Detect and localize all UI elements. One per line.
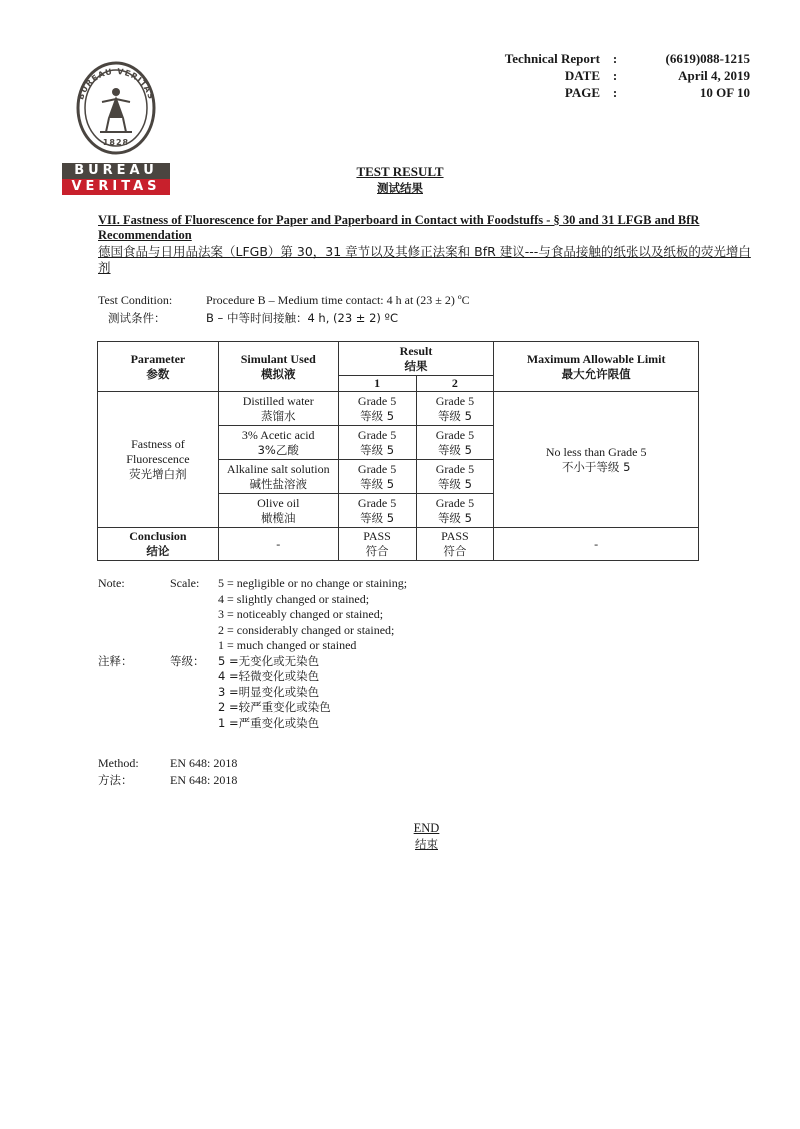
report-header: Technical Report : (6619)088-1215 DATE : April 4, 2019 PAGE : 10 OF 10	[470, 50, 750, 101]
condition-label-cn: 测试条件：	[108, 311, 166, 325]
header-result-1: 1	[338, 376, 416, 392]
conclusion-label: Conclusion 结论	[98, 528, 219, 561]
scale-label-cn: 等级：	[170, 653, 205, 668]
scale-label: Scale:	[170, 576, 200, 590]
simulant-cell: Olive oil 橄榄油	[218, 494, 338, 528]
page-title	[0, 164, 800, 196]
result-1-cell: Grade 5 等级 5	[338, 392, 416, 426]
method-en	[98, 755, 237, 771]
note-label: Note:	[98, 576, 125, 590]
table-row	[98, 392, 699, 426]
simulant-cell: Alkaline salt solution 碱性盐溶液	[218, 460, 338, 494]
date-label: DATE	[564, 68, 600, 83]
method-value-cn: EN 648: 2018	[170, 773, 238, 787]
method-label-cn: 方法：	[98, 773, 133, 787]
conclusion-row	[98, 528, 699, 561]
report-number: (6619)088-1215	[665, 51, 750, 66]
header-result: Result 结果	[338, 342, 494, 376]
result-2-cell: Grade 5 等级 5	[416, 460, 494, 494]
simulant-cell: 3% Acetic acid 3%乙酸	[218, 426, 338, 460]
logo-word-veritas: VERITAS	[62, 179, 170, 195]
result-2-cell: Grade 5 等级 5	[416, 426, 494, 460]
header-max-limit: Maximum Allowable Limit 最大允许限值	[494, 342, 699, 392]
page-value: 10 OF 10	[699, 85, 750, 100]
method-cn	[98, 772, 237, 788]
seal-icon	[62, 58, 170, 156]
test-condition-cn	[98, 310, 398, 326]
report-label: Technical Report	[504, 51, 600, 66]
result-1-cell: Grade 5 等级 5	[338, 494, 416, 528]
result-1-cell: Grade 5 等级 5	[338, 426, 416, 460]
notes-block: Note: Scale: 5 = negligible or no change or staining; 4 = slightly changed or stained; 3 = noticeably changed or stained; 2 = considerably changed or stained; 1 = much changed or stained 注释： 等级： 5 =无变化或无染色 4 =轻微变化或染色 3 =明显变化或染色 2 =较严重变化或染色 1 =严重变化或染色	[98, 576, 408, 730]
conclusion-result-2: PASS 符合	[416, 528, 494, 561]
parameter-cell: Fastness of Fluorescence 荧光增白剂	[98, 392, 219, 528]
date-value: April 4, 2019	[678, 68, 750, 83]
conclusion-limit: -	[494, 528, 699, 561]
conclusion-simulant: -	[218, 528, 338, 561]
section-heading-cn: 德国食品与日用品法案（LFGB）第 30，31 章节以及其修正法案和 BfR 建议---与食品接触的纸张以及纸板的荧光增白剂	[98, 244, 751, 275]
condition-value-cn: B – 中等时间接触：4 h, (23 ± 2) ºC	[206, 311, 398, 325]
result-2-cell: Grade 5 等级 5	[416, 392, 494, 426]
header-simulant: Simulant Used 模拟液	[218, 342, 338, 392]
page-label: PAGE	[564, 85, 600, 100]
method-value: EN 648: 2018	[170, 756, 238, 770]
conclusion-result-1: PASS 符合	[338, 528, 416, 561]
end-marker: END 结束	[413, 821, 440, 851]
result-2-cell: Grade 5 等级 5	[416, 494, 494, 528]
result-1-cell: Grade 5 等级 5	[338, 460, 416, 494]
method-label: Method:	[98, 756, 139, 770]
section-heading-en: VII. Fastness of Fluorescence for Paper and Paperboard in Contact with Foodstuffs - § 30 and 31 LFGB and BfR Recommendation	[98, 213, 700, 242]
seal-top-text: BUREAU VERITAS	[76, 66, 156, 101]
test-condition-en	[98, 292, 470, 308]
header-result-2: 2	[416, 376, 494, 392]
seal-year: 1828	[102, 138, 130, 147]
note-label-cn: 注释：	[98, 653, 133, 668]
logo-word-bureau: BUREAU	[62, 163, 170, 179]
condition-label: Test Condition:	[98, 293, 173, 307]
limit-cell: No less than Grade 5 不小于等级 5	[494, 392, 699, 528]
header-parameter: Parameter 参数	[98, 342, 219, 392]
result-table	[97, 341, 699, 561]
simulant-cell: Distilled water 蒸馏水	[218, 392, 338, 426]
condition-value: Procedure B – Medium time contact: 4 h at (23 ± 2) ºC	[206, 293, 470, 307]
title-cn: 测试结果	[377, 181, 423, 195]
title-en: TEST RESULT	[356, 164, 444, 179]
